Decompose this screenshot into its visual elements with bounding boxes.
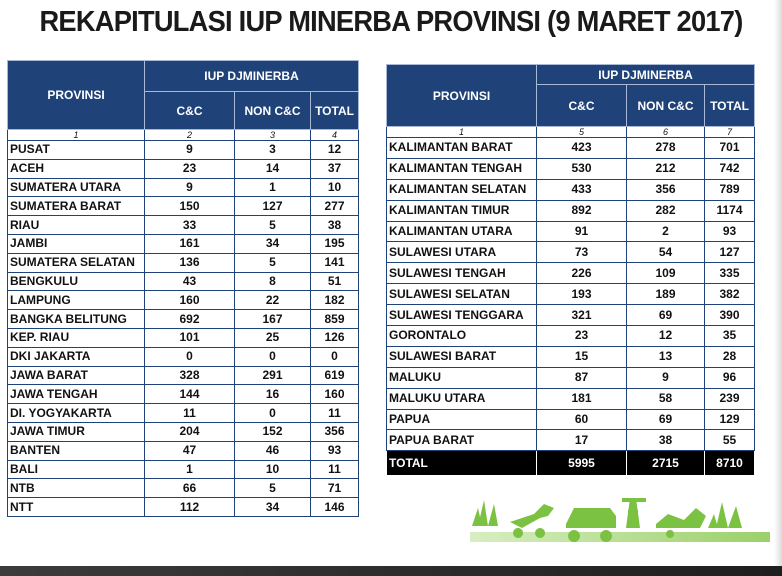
table-row: [8, 347, 359, 366]
table-row: [8, 479, 359, 498]
total-cell: 742: [705, 158, 755, 179]
non-cc-cell: 69: [627, 305, 705, 326]
table-row: [8, 441, 359, 460]
cc-cell: 181: [537, 388, 627, 409]
cc-cell: 160: [145, 291, 235, 310]
cc-cell: 433: [537, 179, 627, 200]
table-row: [8, 291, 359, 310]
province-header: PROVINSI: [387, 65, 537, 127]
non-cc-cell: 3: [235, 141, 311, 160]
non-cc-cell: 25: [235, 328, 311, 347]
total-cell: 35: [705, 326, 755, 347]
total-cell: 789: [705, 179, 755, 200]
province-cell: PAPUA: [387, 409, 537, 430]
province-cell: SULAWESI TENGGARA: [387, 305, 537, 326]
cc-cell: 112: [145, 498, 235, 517]
province-cell: RIAU: [8, 216, 145, 235]
mine-tower-icon: [622, 498, 646, 528]
province-cell: BANTEN: [8, 441, 145, 460]
cc-cell: 144: [145, 385, 235, 404]
total-cc: 5995: [537, 451, 627, 476]
total-cell: 619: [311, 366, 359, 385]
cc-cell: 193: [537, 284, 627, 305]
total-cell: 129: [705, 409, 755, 430]
column-number: 2: [145, 130, 235, 141]
table-row: [387, 138, 755, 159]
non-cc-cell: 0: [235, 404, 311, 423]
tree-icon: [472, 500, 498, 526]
non-cc-cell: 9: [627, 367, 705, 388]
column-number: 5: [537, 127, 627, 138]
column-number: 3: [235, 130, 311, 141]
cc-cell: 11: [145, 404, 235, 423]
total-cell: 182: [311, 291, 359, 310]
province-cell: KALIMANTAN BARAT: [387, 138, 537, 159]
cc-cell: 91: [537, 221, 627, 242]
table-row: [387, 305, 755, 326]
province-cell: BENGKULU: [8, 272, 145, 291]
non-cc-cell: 69: [627, 409, 705, 430]
cc-cell: 23: [537, 326, 627, 347]
table-row: [387, 263, 755, 284]
non-cc-cell: 5: [235, 253, 311, 272]
non-cc-cell: 38: [627, 430, 705, 451]
province-cell: JAMBI: [8, 234, 145, 253]
total-cell: 356: [311, 422, 359, 441]
total-cell: 55: [705, 430, 755, 451]
grand-total-row: [387, 451, 755, 476]
non-cc-header: NON C&C: [235, 92, 311, 130]
table-row: [8, 404, 359, 423]
table-row: [387, 388, 755, 409]
total-cell: 126: [311, 328, 359, 347]
province-cell: NTB: [8, 479, 145, 498]
cc-cell: 328: [145, 366, 235, 385]
table-row: [8, 234, 359, 253]
table-row: [8, 498, 359, 517]
total-cell: 390: [705, 305, 755, 326]
cc-cell: 87: [537, 367, 627, 388]
table-row: [387, 242, 755, 263]
bottom-band: [0, 566, 782, 576]
cc-cell: 0: [145, 347, 235, 366]
province-header: PROVINSI: [8, 61, 145, 130]
non-cc-cell: 5: [235, 479, 311, 498]
non-cc-cell: 5: [235, 216, 311, 235]
table-row: [387, 221, 755, 242]
table-row: [387, 284, 755, 305]
province-cell: PAPUA BARAT: [387, 430, 537, 451]
cc-cell: 23: [145, 159, 235, 178]
left-iup-table: [7, 60, 359, 517]
province-cell: JAWA BARAT: [8, 366, 145, 385]
cc-cell: 43: [145, 272, 235, 291]
table-row: [8, 253, 359, 272]
cc-cell: 47: [145, 441, 235, 460]
iup-group-header: IUP DJMINERBA: [537, 65, 755, 85]
column-number: 1: [8, 130, 145, 141]
non-cc-cell: 1: [235, 178, 311, 197]
non-cc-cell: 14: [235, 159, 311, 178]
province-cell: NTT: [8, 498, 145, 517]
province-cell: SUMATERA SELATAN: [8, 253, 145, 272]
total-cell: 335: [705, 263, 755, 284]
non-cc-cell: 10: [235, 460, 311, 479]
non-cc-cell: 12: [627, 326, 705, 347]
province-cell: GORONTALO: [387, 326, 537, 347]
table-row: [8, 422, 359, 441]
iup-group-header: IUP DJMINERBA: [145, 61, 359, 92]
total-cell: 195: [311, 234, 359, 253]
column-number: 6: [627, 127, 705, 138]
total-cell: 38: [311, 216, 359, 235]
total-cell: 93: [311, 441, 359, 460]
province-cell: MALUKU UTARA: [387, 388, 537, 409]
total-cell: 11: [311, 404, 359, 423]
right-iup-table: [386, 64, 755, 476]
non-cc-cell: 152: [235, 422, 311, 441]
grand-total: 8710: [705, 451, 755, 476]
table-row: [8, 460, 359, 479]
page-edge-shadow: [774, 0, 782, 566]
non-cc-cell: 109: [627, 263, 705, 284]
table-row: [387, 326, 755, 347]
province-cell: JAWA TIMUR: [8, 422, 145, 441]
cc-cell: 423: [537, 138, 627, 159]
total-cell: 859: [311, 310, 359, 329]
cc-cell: 204: [145, 422, 235, 441]
total-cell: 701: [705, 138, 755, 159]
tree-icon: [708, 502, 742, 528]
non-cc-cell: 167: [235, 310, 311, 329]
province-cell: KALIMANTAN TENGAH: [387, 158, 537, 179]
total-cell: 96: [705, 367, 755, 388]
province-cell: DKI JAKARTA: [8, 347, 145, 366]
non-cc-cell: 46: [235, 441, 311, 460]
non-cc-cell: 34: [235, 234, 311, 253]
cc-cell: 1: [145, 460, 235, 479]
total-header: TOTAL: [311, 92, 359, 130]
cc-cell: 33: [145, 216, 235, 235]
column-number-row: [387, 127, 755, 138]
cc-cell: 15: [537, 346, 627, 367]
non-cc-cell: 16: [235, 385, 311, 404]
province-cell: SUMATERA BARAT: [8, 197, 145, 216]
non-cc-cell: 278: [627, 138, 705, 159]
total-cell: 382: [705, 284, 755, 305]
province-cell: SULAWESI BARAT: [387, 346, 537, 367]
non-cc-cell: 0: [235, 347, 311, 366]
non-cc-header: NON C&C: [627, 85, 705, 127]
province-cell: SULAWESI TENGAH: [387, 263, 537, 284]
total-cell: 93: [705, 221, 755, 242]
table-row: [387, 179, 755, 200]
table-row: [387, 346, 755, 367]
column-number: 4: [311, 130, 359, 141]
cc-cell: 73: [537, 242, 627, 263]
table-row: [8, 310, 359, 329]
total-cell: 11: [311, 460, 359, 479]
non-cc-cell: 282: [627, 200, 705, 221]
total-cell: 71: [311, 479, 359, 498]
non-cc-cell: 127: [235, 197, 311, 216]
total-cell: 141: [311, 253, 359, 272]
non-cc-cell: 212: [627, 158, 705, 179]
non-cc-cell: 13: [627, 346, 705, 367]
total-cell: 37: [311, 159, 359, 178]
total-non-cc: 2715: [627, 451, 705, 476]
cc-cell: 530: [537, 158, 627, 179]
total-cell: 239: [705, 388, 755, 409]
total-cell: 127: [705, 242, 755, 263]
non-cc-cell: 8: [235, 272, 311, 291]
total-cell: 146: [311, 498, 359, 517]
table-row: [387, 158, 755, 179]
province-cell: KEP. RIAU: [8, 328, 145, 347]
table-row: [8, 216, 359, 235]
province-cell: KALIMANTAN UTARA: [387, 221, 537, 242]
cc-cell: 321: [537, 305, 627, 326]
cc-cell: 9: [145, 141, 235, 160]
table-row: [8, 272, 359, 291]
table-row: [387, 430, 755, 451]
non-cc-cell: 54: [627, 242, 705, 263]
cc-cell: 17: [537, 430, 627, 451]
table-row: [8, 366, 359, 385]
cc-header: C&C: [537, 85, 627, 127]
total-cell: 10: [311, 178, 359, 197]
table-row: [8, 141, 359, 160]
province-cell: DI. YOGYAKARTA: [8, 404, 145, 423]
province-cell: BANGKA BELITUNG: [8, 310, 145, 329]
province-cell: SULAWESI UTARA: [387, 242, 537, 263]
province-cell: MALUKU: [387, 367, 537, 388]
total-cell: 12: [311, 141, 359, 160]
column-number: 7: [705, 127, 755, 138]
column-number: 1: [387, 127, 537, 138]
total-header: TOTAL: [705, 85, 755, 127]
cc-cell: 9: [145, 178, 235, 197]
table-row: [8, 197, 359, 216]
cc-cell: 66: [145, 479, 235, 498]
cc-cell: 161: [145, 234, 235, 253]
province-cell: LAMPUNG: [8, 291, 145, 310]
table-row: [8, 159, 359, 178]
table-row: [387, 409, 755, 430]
non-cc-cell: 34: [235, 498, 311, 517]
total-cell: 0: [311, 347, 359, 366]
cc-cell: 226: [537, 263, 627, 284]
non-cc-cell: 58: [627, 388, 705, 409]
cc-cell: 60: [537, 409, 627, 430]
table-row: [8, 385, 359, 404]
table-row: [387, 367, 755, 388]
cc-cell: 101: [145, 328, 235, 347]
province-cell: JAWA TENGAH: [8, 385, 145, 404]
page-title: REKAPITULASI IUP MINERBA PROVINSI (9 MARET 2017): [39, 6, 743, 38]
cc-cell: 892: [537, 200, 627, 221]
table-row: [8, 328, 359, 347]
total-cell: 160: [311, 385, 359, 404]
province-cell: SULAWESI SELATAN: [387, 284, 537, 305]
cc-cell: 150: [145, 197, 235, 216]
total-cell: 51: [311, 272, 359, 291]
non-cc-cell: 291: [235, 366, 311, 385]
non-cc-cell: 356: [627, 179, 705, 200]
mining-illustration: [470, 486, 770, 548]
non-cc-cell: 2: [627, 221, 705, 242]
table-row: [8, 178, 359, 197]
province-cell: BALI: [8, 460, 145, 479]
cc-cell: 692: [145, 310, 235, 329]
total-label: TOTAL: [387, 451, 537, 476]
province-cell: KALIMANTAN SELATAN: [387, 179, 537, 200]
cc-header: C&C: [145, 92, 235, 130]
province-cell: ACEH: [8, 159, 145, 178]
table-row: [387, 200, 755, 221]
total-cell: 277: [311, 197, 359, 216]
province-cell: PUSAT: [8, 141, 145, 160]
total-cell: 28: [705, 346, 755, 367]
cc-cell: 136: [145, 253, 235, 272]
total-cell: 1174: [705, 200, 755, 221]
column-number-row: [8, 130, 359, 141]
non-cc-cell: 22: [235, 291, 311, 310]
province-cell: KALIMANTAN TIMUR: [387, 200, 537, 221]
province-cell: SUMATERA UTARA: [8, 178, 145, 197]
non-cc-cell: 189: [627, 284, 705, 305]
